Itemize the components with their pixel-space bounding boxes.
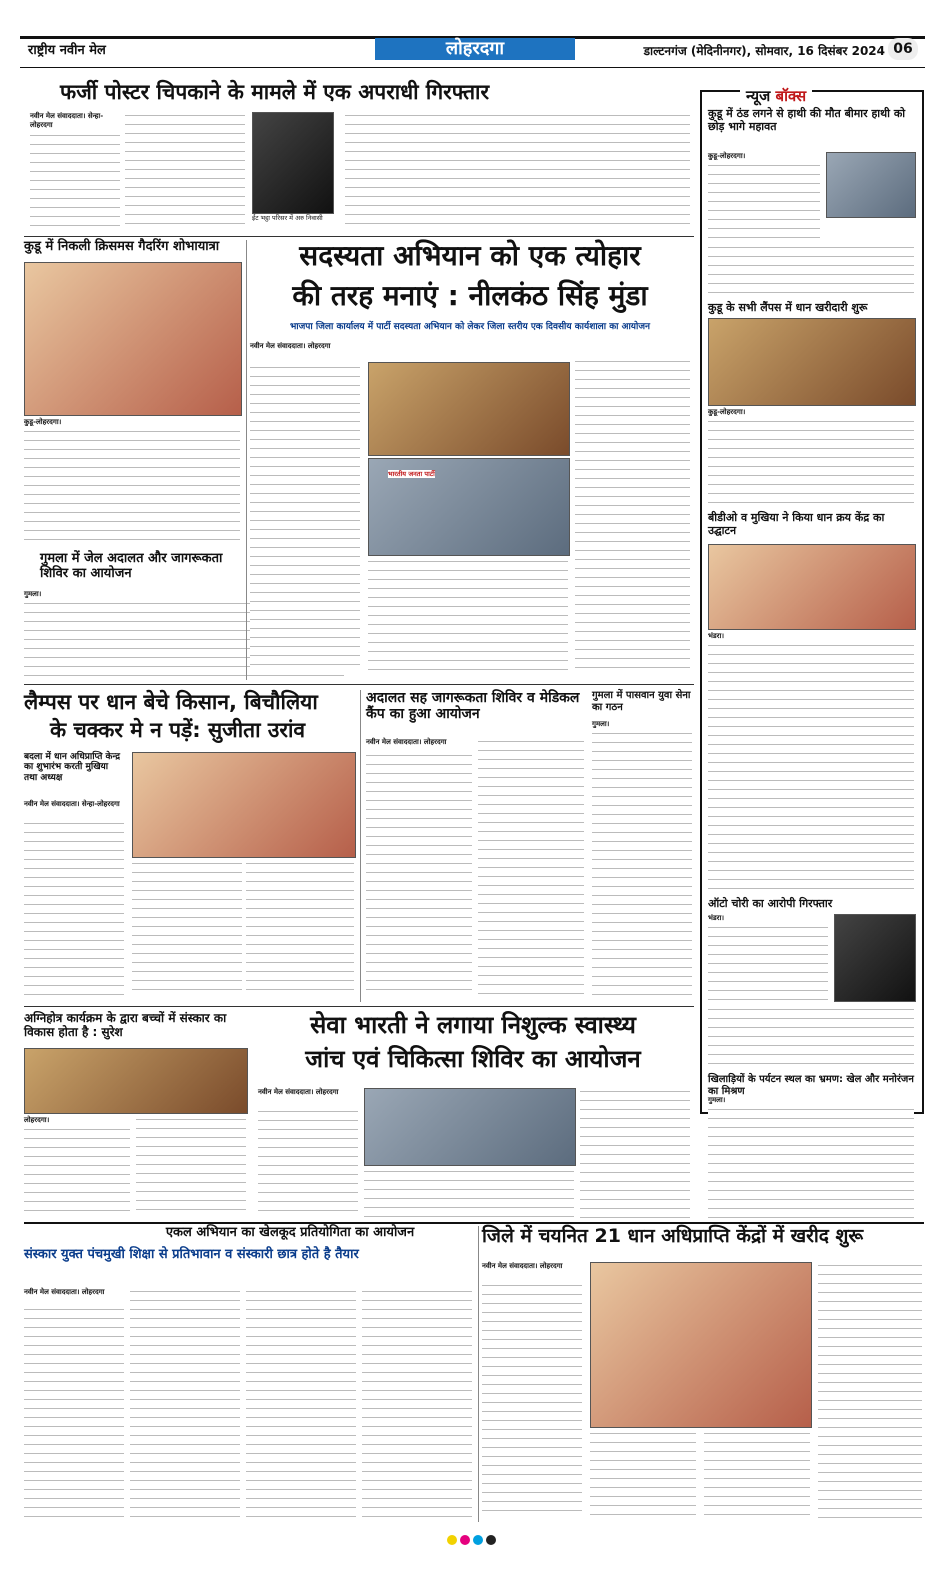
newsbox-lead-players: गुमला। [708, 1096, 726, 1104]
body-paswan [592, 730, 692, 998]
news-box-title [740, 86, 812, 106]
byline-paddy: नवीन मेल संवाददाता। सेन्हा-लोहरदगा [24, 800, 120, 808]
body-legal-camp-1 [366, 752, 472, 998]
byline-seva: नवीन मेल संवाददाता। लोहरदगा [258, 1088, 339, 1096]
headline-paddy-1: लैम्पस पर धान बेचे किसान, बिचौलिया [24, 690, 318, 714]
headline-seva-2: जांच एवं चिकित्सा शिविर का आयोजन [305, 1045, 641, 1073]
rule [360, 690, 361, 1002]
photo-elephant [826, 152, 916, 218]
news-box-title-a: न्यूज [746, 87, 771, 105]
newsbox-headline-bdo: बीडीओ व मुखिया ने किया धान क्रय केंद्र का उद्घाटन [708, 511, 885, 537]
kicker-sports: एकल अभियान का खेलकूद प्रतियोगिता का आयोजन [165, 1225, 415, 1240]
subhead-membership: भाजपा जिला कार्यालय में पार्टी सदस्यता अभियान को लेकर जिला स्तरीय एक दिवसीय कार्यशाला का आयोजन [289, 322, 651, 332]
headline-paddy-2: के चक्कर मे न पड़ें: सुजीता उरांव [50, 718, 306, 742]
lead-paswan: गुमला। [592, 720, 610, 728]
newsbox-headline-elephant: कुडू में ठंड लगने से हाथी की मौत बीमार हाथी को छोड़ भागे महावत [708, 107, 906, 133]
byline-procurement: नवीन मेल संवाददाता। लोहरदगा [482, 1262, 563, 1270]
body-procurement-4 [818, 1262, 922, 1518]
body-sports-1 [24, 1306, 124, 1518]
newsbox-lead-bdo: भंडरा। [708, 632, 724, 640]
rule [24, 1222, 924, 1224]
newsbox-body-players [708, 1106, 914, 1218]
byline-legal-camp: नवीन मेल संवाददाता। लोहरदगा [366, 738, 447, 746]
body-legal-camp-2 [478, 738, 584, 998]
newsbox-lead-kudu-lamps: कुडू-लोहरदगा। [708, 408, 746, 416]
rule [24, 684, 694, 685]
byline-poster: नवीन मेल संवाददाता। सेन्हा-लोहरदगा [30, 112, 104, 129]
news-box-title-b: बॉक्स [775, 87, 807, 105]
section-label: लोहरदगा [375, 38, 575, 60]
headline-agnihotra: अग्निहोत्र कार्यक्रम के द्वारा बच्चों में संस्कार का विकास होता है : सुरेश [24, 1011, 227, 1039]
headline-legal-camp: अदालत सह जागरूकता शिविर व मेडिकल कैंप का हुआ आयोजन [366, 690, 580, 723]
caption-poster: ईंट भट्ठा परिसर में अरु निवासी [252, 214, 342, 222]
photo-seva [364, 1088, 576, 1166]
newsbox-headline-players: खिलाड़ियों के पर्यटन स्थल का भ्रमण: खेल और मनोरंजन का मिश्रण [708, 1074, 914, 1097]
body-agnihotra-1 [24, 1126, 130, 1218]
lead-christmas: कुडू-लोहरदगा। [24, 418, 62, 426]
newsbox-body-elephant-1 [708, 162, 820, 242]
photo-bdo [708, 544, 916, 630]
headline-paswan: गुमला में पासवान युवा सेना का गठन [592, 690, 691, 713]
banner-membership: भारतीय जनता पार्टी [388, 470, 435, 478]
body-paddy-3 [246, 860, 354, 998]
paper-name: राष्ट्रीय नवीन मेल [28, 43, 106, 58]
rule [478, 1226, 479, 1522]
body-agnihotra-2 [136, 1116, 246, 1218]
newsbox-lead-elephant: कुडू-लोहरदगा। [708, 152, 746, 160]
body-seva-3 [580, 1088, 690, 1218]
lead-gumla-court: गुमला। [24, 590, 42, 598]
body-paddy-2 [132, 860, 242, 998]
body-poster-1 [30, 132, 120, 230]
body-seva-1 [258, 1108, 358, 1218]
body-membership-3 [575, 358, 690, 670]
page-number: 06 [888, 38, 918, 60]
newsbox-body-kudu-lamps [708, 418, 914, 506]
body-procurement-3 [704, 1430, 810, 1518]
color-swatch [460, 1535, 470, 1545]
body-paddy-1 [24, 820, 124, 998]
body-membership-1 [250, 364, 360, 670]
body-procurement-1 [482, 1282, 582, 1518]
photo-agnihotra [24, 1048, 248, 1114]
headline-membership-2: की तरह मनाएं : नीलकंठ सिंह मुंडा [292, 279, 648, 312]
headline-christmas: कुडू में निकली क्रिसमस गैदरिंग शोभायात्रा [24, 239, 220, 254]
body-sports-4 [362, 1288, 472, 1518]
byline-sports: नवीन मेल संवाददाता। लोहरदगा [24, 1288, 105, 1296]
body-christmas [24, 428, 240, 544]
newsbox-body-auto-1 [708, 924, 828, 1004]
photo-christmas [24, 262, 242, 416]
body-sports-2 [130, 1288, 240, 1518]
newsbox-body-bdo [708, 642, 914, 892]
byline-membership: नवीन मेल संवाददाता। लोहरदगा [250, 342, 331, 350]
headline-gumla-court: गुमला में जेल अदालत और जागरूकता शिविर का आयोजन [40, 551, 223, 581]
photo-poster [252, 112, 334, 214]
body-membership-2 [368, 558, 568, 670]
headline-membership-1: सदस्यता अभियान को एक त्योहार [299, 239, 641, 272]
body-procurement-2 [590, 1430, 696, 1518]
rule [246, 240, 247, 680]
body-sports-3 [246, 1288, 356, 1518]
dateline: डाल्टनगंज (मेदिनीनगर), सोमवार, 16 दिसंबर 2024 [643, 44, 885, 58]
newsbox-body-elephant-2 [708, 244, 914, 296]
footer-bar [20, 1530, 925, 1542]
rule [24, 236, 694, 237]
lead-agnihotra: लोहरदगा। [24, 1116, 50, 1124]
headline-sports: संस्कार युक्त पंचमुखी शिक्षा से प्रतिभावान व संस्कारी छात्र होते है तैयार [24, 1247, 359, 1262]
newsbox-headline-kudu-lamps: कुडू के सभी लैंपस में धान खरीदारी शुरू [708, 301, 868, 314]
rule [24, 1006, 694, 1007]
headline-procurement: जिले में चयनित 21 धान अधिप्राप्ति केंद्रों में खरीद शुरू [482, 1225, 864, 1247]
body-poster-2 [125, 112, 245, 230]
color-swatch [473, 1535, 483, 1545]
photo-paddy [132, 752, 356, 858]
photo-auto-accused [834, 914, 916, 1002]
photo-kudu-lamps [708, 318, 916, 406]
photo-membership-1 [368, 362, 570, 456]
photo-procurement [590, 1262, 812, 1428]
color-swatch [486, 1535, 496, 1545]
newsbox-body-auto-2 [708, 1006, 914, 1070]
newsbox-headline-auto: ऑटो चोरी का आरोपी गिरफ्तार [708, 897, 833, 910]
newsbox-lead-auto: भंडरा। [708, 914, 724, 922]
headline-poster: फर्जी पोस्टर चिपकाने के मामले में एक अपराधी गिरफ्तार [60, 80, 490, 104]
side-headline-paddy: बदला में धान अधिप्राप्ति केन्द्र का शुभारंभ करती मुखिया तथा अध्यक्ष [24, 752, 121, 783]
body-seva-2 [364, 1168, 574, 1218]
body-poster-3 [345, 112, 690, 230]
color-swatch [447, 1535, 457, 1545]
headline-seva-1: सेवा भारती ने लगाया निशुल्क स्वास्थ्य [310, 1011, 636, 1039]
